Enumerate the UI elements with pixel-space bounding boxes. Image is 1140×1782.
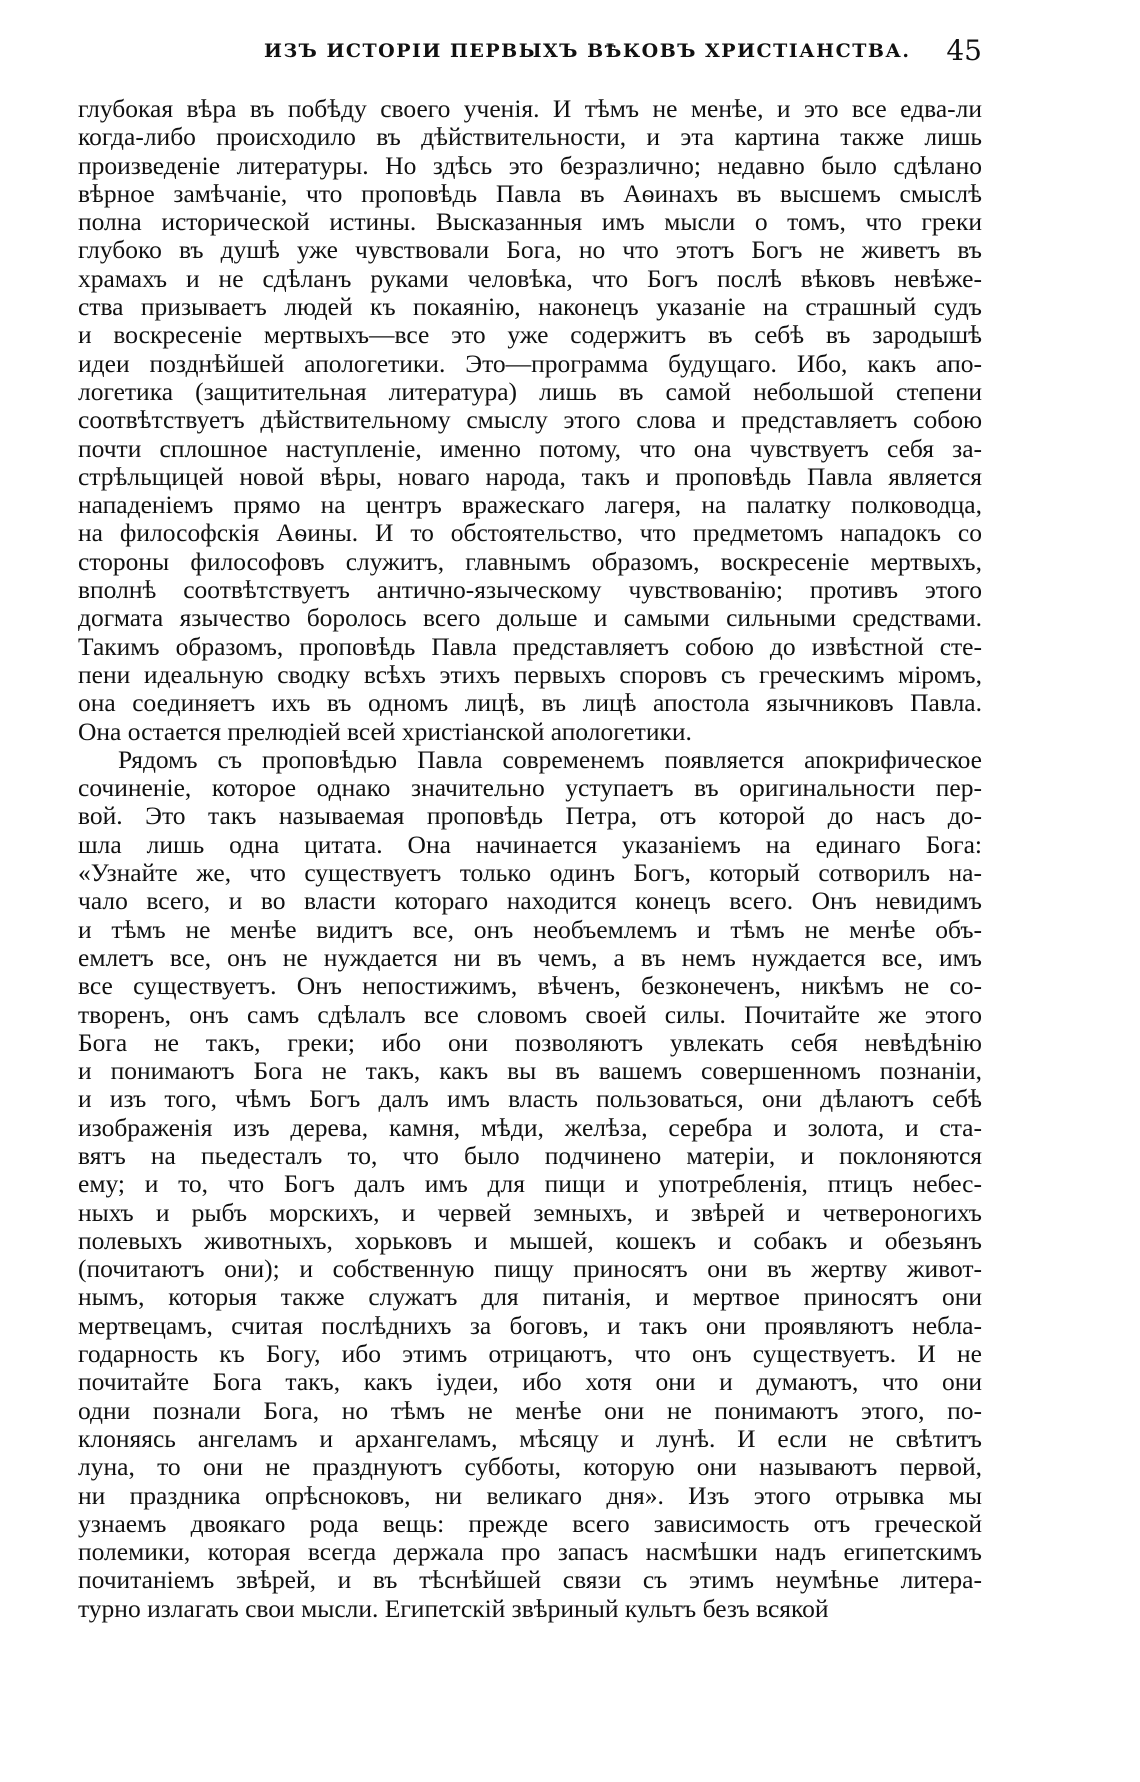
text-line: полемики, которая всегда держала про запасъ насмѣшки надъ египетскимъ (78, 1538, 982, 1567)
text-line: на философскія Аѳины. И то обстоятельство, что предметомъ нападокъ со (78, 519, 982, 548)
text-line: нымъ, которыя также служатъ для питанія, и мертвое приносятъ они (78, 1283, 982, 1312)
text-line: почти сплошное наступленіе, именно потому, что она чувствуетъ себя за- (78, 434, 982, 463)
text-line: емлетъ все, онъ не нуждается ни въ чемъ, а въ немъ нуждается все, имъ (78, 943, 982, 972)
text-line: идеи позднѣйшей апологетики. Это—программа будущаго. Ибо, какъ апо- (78, 349, 982, 378)
text-line: ныхъ и рыбъ морскихъ, и червей земныхъ, и звѣрей и четвероногихъ (78, 1198, 982, 1227)
text-line: изображенія изъ дерева, камня, мѣди, желѣза, серебра и золота, и ста- (78, 1113, 982, 1142)
text-line: и понимаютъ Бога не такъ, какъ вы въ вашемъ совершенномъ познаніи, (78, 1057, 982, 1086)
text-line: стороны философовъ служитъ, главнымъ образомъ, воскресеніе мертвыхъ, (78, 547, 982, 576)
text-line: мертвецамъ, считая послѣднихъ за боговъ, и такъ они проявляютъ небла- (78, 1311, 982, 1340)
text-line: глубокая вѣра въ побѣду своего ученія. И тѣмъ не менѣе, и это все едва-ли (78, 95, 982, 123)
text-line: почитаніемъ звѣрей, и въ тѣснѣйшей связи съ этимъ неумѣнье литера- (78, 1566, 982, 1595)
text-line: все существуетъ. Онъ непостижимъ, вѣченъ, безконеченъ, никѣмъ не со- (78, 972, 982, 1001)
text-line: логетика (защитительная литература) лишь въ самой небольшой степени (78, 377, 982, 406)
text-line: догмата язычество боролось всего дольше и самыми сильными средствами. (78, 604, 982, 633)
paragraph (78, 746, 982, 1623)
text-line: вятъ на пьедесталъ то, что было подчинено матеріи, и поклоняются (78, 1141, 982, 1170)
text-line: вѣрное замѣчаніе, что проповѣдь Павла въ Аѳинахъ въ высшемъ смыслѣ (78, 179, 982, 208)
text-line: нападеніемъ прямо на центръ вражескаго лагеря, на палатку полководца, (78, 491, 982, 520)
text-line: вой. Это такъ называемая проповѣдь Петра, отъ которой до насъ до- (78, 802, 982, 831)
text-line: шла лишь одна цитата. Она начинается указаніемъ на единаго Бога: (78, 830, 982, 859)
text-line: стрѣльщицей новой вѣры, новаго народа, такъ и проповѣдь Павла является (78, 462, 982, 491)
paragraph (78, 95, 982, 746)
text-line: годарность къ Богу, ибо этимъ отрицаютъ, что онъ существуетъ. И не (78, 1340, 982, 1369)
text-line: сочиненіе, которое однако значительно уступаетъ въ оригинальности пер- (78, 774, 982, 803)
text-line: ства призываетъ людей къ покаянію, наконецъ указаніе на страшный судъ (78, 293, 982, 322)
text-line: и воскресеніе мертвыхъ—все это уже содержитъ въ себѣ въ зародышѣ (78, 321, 982, 350)
text-line: и изъ того, чѣмъ Богъ далъ имъ власть пользоваться, они дѣлаютъ себѣ (78, 1085, 982, 1114)
text-line: она соединяетъ ихъ въ одномъ лицѣ, въ лицѣ апостола язычниковъ Павла. (78, 689, 982, 718)
text-line: пени идеальную сводку всѣхъ этихъ первыхъ споровъ съ греческимъ міромъ, (78, 660, 982, 689)
text-line: и тѣмъ не менѣе видитъ все, онъ необъемлемъ и тѣмъ не менѣе объ- (78, 915, 982, 944)
text-line: глубоко въ душѣ уже чувствовали Бога, но что этотъ Богъ не живетъ въ (78, 236, 982, 265)
text-line: турно излагать свои мысли. Египетскій звѣриный культъ безъ всякой (78, 1594, 829, 1623)
text-line: ни праздника опрѣсноковъ, ни великаго дня». Изъ этого отрывка мы (78, 1481, 982, 1510)
text-line: ему; и то, что Богъ далъ имъ для пищи и употребленія, птицъ небес- (78, 1170, 982, 1199)
text-line: узнаемъ двоякаго рода вещь: прежде всего зависимость отъ греческой (78, 1509, 982, 1538)
text-line: произведеніе литературы. Но здѣсь это безразлично; недавно было сдѣлано (78, 151, 982, 180)
text-line: «Узнайте же, что существуетъ только одинъ Богъ, который сотворилъ на- (78, 859, 982, 888)
text-line: когда-либо происходило въ дѣйствительности, и эта картина также лишь (78, 123, 982, 152)
text-line: одни познали Бога, но тѣмъ не менѣе они не понимаютъ этого, по- (78, 1396, 982, 1425)
running-title: ИЗЪ ИСТОРІИ ПЕРВЫХЪ ВѢКОВЪ ХРИСТІАНСТВА. (264, 40, 911, 62)
text-line: Такимъ образомъ, проповѣдь Павла представляетъ собою до извѣстной сте- (78, 632, 982, 661)
page-number: 45 (946, 34, 982, 67)
running-header (78, 32, 982, 72)
text-line: вполнѣ соотвѣтствуетъ антично-языческому чувствованію; противъ этого (78, 576, 982, 605)
text-line: Она остается прелюдіей всей христіанской апологетики. (78, 717, 692, 746)
text-line: полна исторической истины. Высказанныя имъ мысли о томъ, что греки (78, 208, 982, 237)
text-line: (почитаютъ они); и собственную пищу приносятъ они въ жертву живот- (78, 1255, 982, 1284)
text-line: луна, то они не празднуютъ субботы, которую они называютъ первой, (78, 1453, 982, 1482)
text-line: творенъ, онъ самъ сдѣлалъ все словомъ своей силы. Почитайте же этого (78, 1000, 982, 1029)
text-line: клоняясь ангеламъ и архангеламъ, мѣсяцу и лунѣ. И если не свѣтитъ (78, 1424, 982, 1453)
text-line: соотвѣтствуетъ дѣйствительному смыслу этого слова и представляетъ собою (78, 406, 982, 435)
text-line: храмахъ и не сдѣланъ руками человѣка, что Богъ послѣ вѣковъ невѣже- (78, 264, 982, 293)
text-line: чало всего, и во власти котораго находится конецъ всего. Онъ невидимъ (78, 887, 982, 916)
text-line: Рядомъ съ проповѣдью Павла современемъ появляется апокрифическое (118, 745, 982, 774)
body-text (78, 95, 982, 1623)
text-line: полевыхъ животныхъ, хорьковъ и мышей, кошекъ и собакъ и обезьянъ (78, 1226, 982, 1255)
text-line: почитайте Бога такъ, какъ іудеи, ибо хотя они и думаютъ, что они (78, 1368, 982, 1397)
text-line: Бога не такъ, греки; ибо они позволяютъ увлекать себя невѣдѣнію (78, 1028, 982, 1057)
